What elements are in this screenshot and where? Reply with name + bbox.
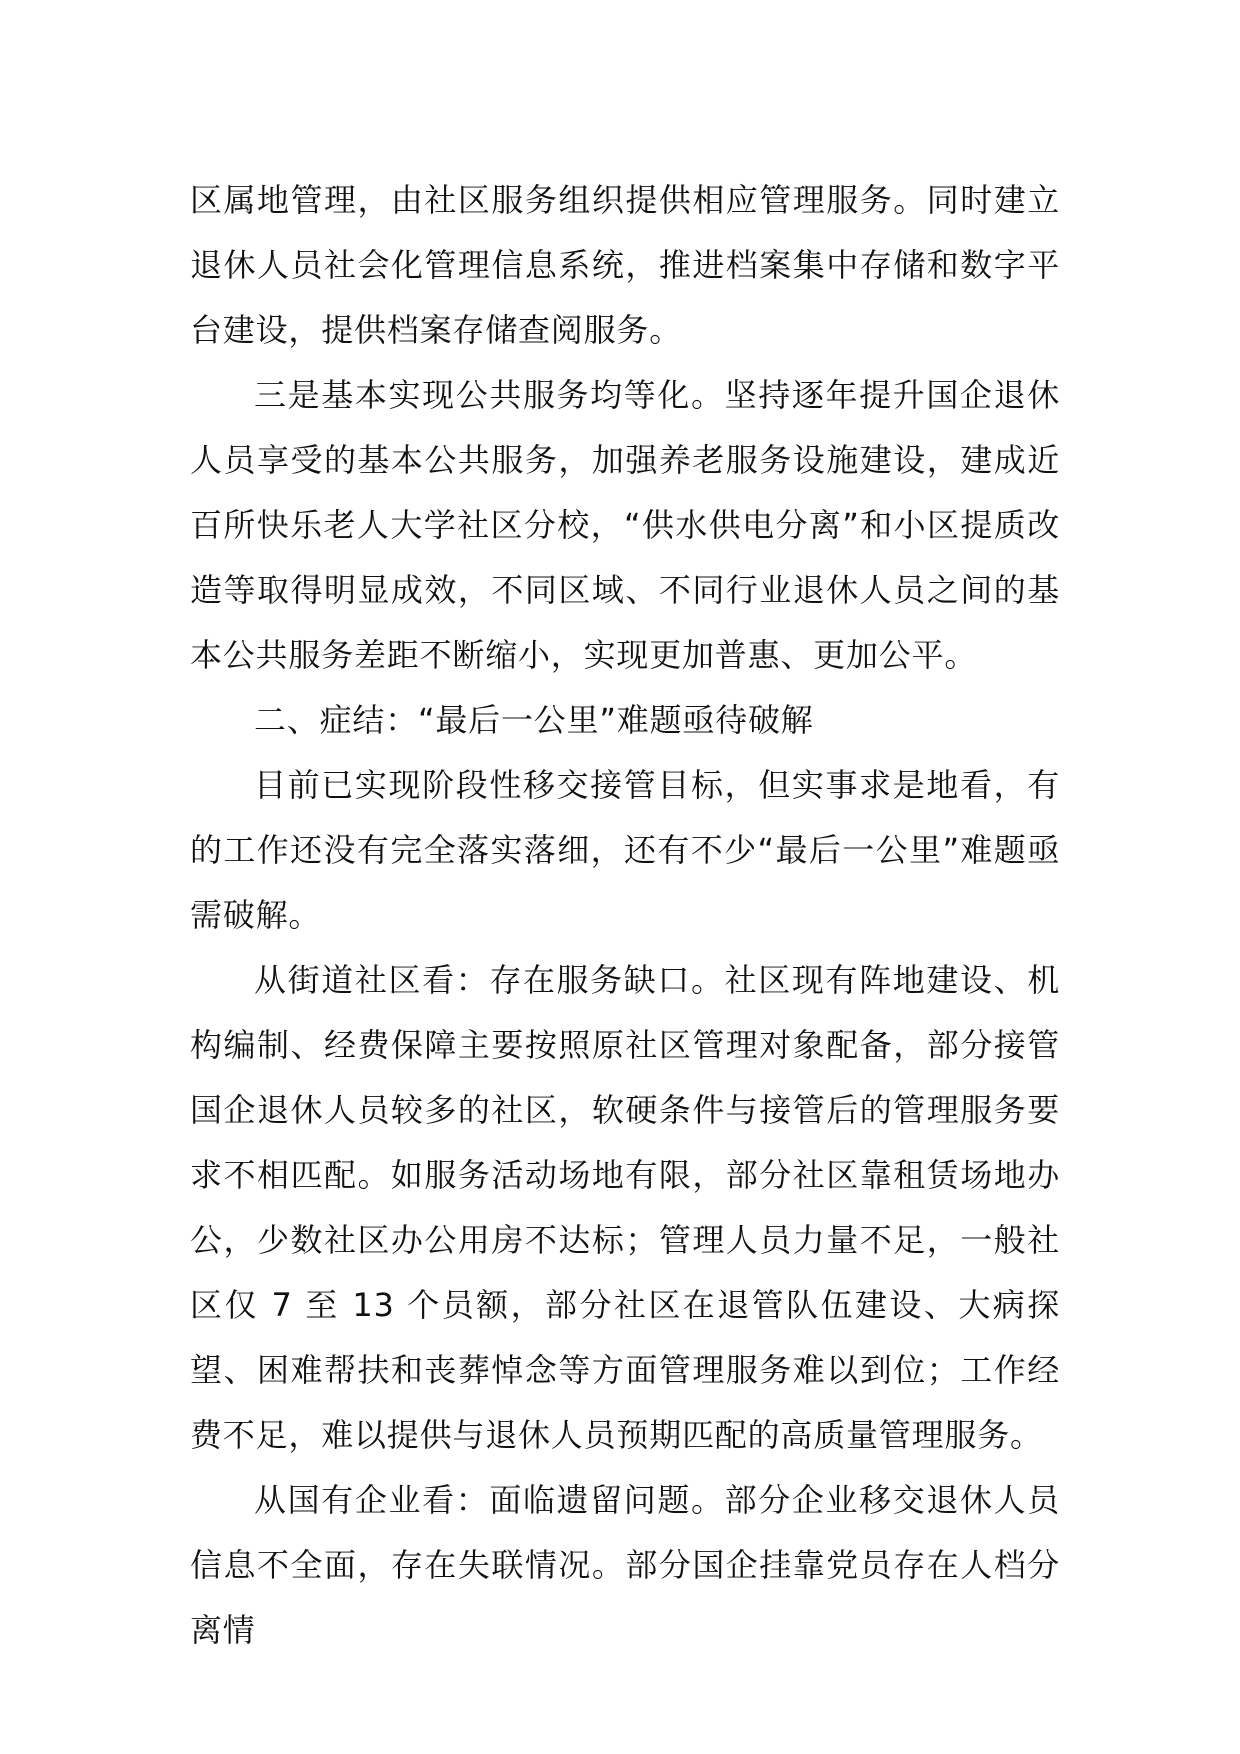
paragraph-street-community: 从街道社区看：存在服务缺口。社区现有阵地建设、机构编制、经费保障主要按照原社区管理对象配备，部分接管国企退休人员较多的社区，软硬条件与接管后的管理服务要求不相匹配。如服务活动场地有限，部分社区靠租赁场地办公，少数社区办公用房不达标；管理人员力量不足，一般社区仅 7 至 13 个员额，部分社区在退管队伍建设、大病探望、困难帮扶和丧葬悼念等方面管理服务难以到位；工作经费不足，难以提供与退休人员预期匹配的高质量管理服务。 [190, 961, 1060, 1454]
paragraph-state-enterprise: 从国有企业看：面临遗留问题。部分企业移交退休人员信息不全面，存在失联情况。部分国企挂靠党员存在人档分离情 [190, 1481, 1060, 1649]
paragraph-continuation: 区属地管理，由社区服务组织提供相应管理服务。同时建立退休人员社会化管理信息系统，推进档案集中存储和数字平台建设，提供档案存储查阅服务。 [190, 181, 1060, 349]
paragraph-stage-goal: 目前已实现阶段性移交接管目标，但实事求是地看，有的工作还没有完全落实落细，还有不少“最后一公里”难题亟需破解。 [190, 766, 1060, 934]
document-body [190, 168, 1060, 1663]
section-heading-last-mile: 二、症结：“最后一公里”难题亟待破解 [254, 701, 814, 739]
paragraph-public-service-equalization: 三是基本实现公共服务均等化。坚持逐年提升国企退休人员享受的基本公共服务，加强养老服务设施建设，建成近百所快乐老人大学社区分校，“供水供电分离”和小区提质改造等取得明显成效，不同区域、不同行业退休人员之间的基本公共服务差距不断缩小，实现更加普惠、更加公平。 [190, 376, 1060, 674]
